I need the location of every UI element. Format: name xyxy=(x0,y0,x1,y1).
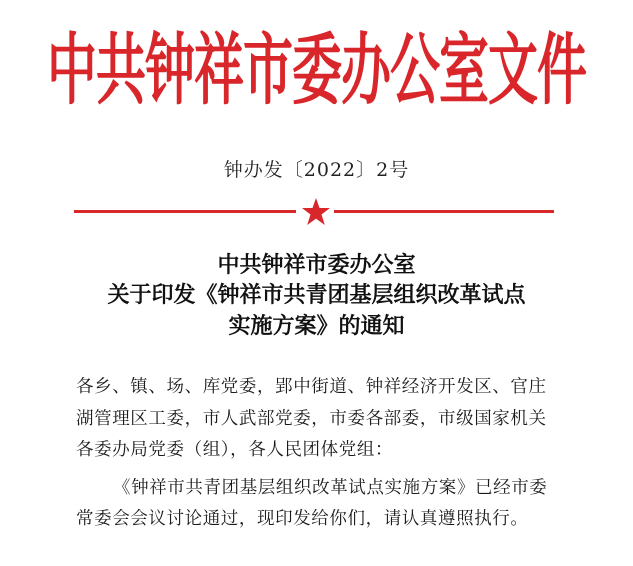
notice-title-line-1: 中共钟祥市委办公室 xyxy=(217,253,416,278)
red-star-icon xyxy=(301,197,331,227)
body-text-line: 各乡、镇、场、库党委，郢中街道、钟祥经济开发区、官庄 xyxy=(76,377,547,397)
document-number: 钟办发〔2022〕2号 xyxy=(223,159,410,181)
notice-title-line-2: 关于印发《钟祥市共青团基层组织改革试点 xyxy=(107,283,526,308)
body-text-line: 常委会会议讨论通过，现印发给你们，请认真遵照执行。 xyxy=(76,509,529,529)
body-text-line: 湖管理区工委，市人武部党委，市委各部委，市级国家机关 xyxy=(76,409,547,429)
red-divider-right xyxy=(334,210,554,213)
red-divider-left xyxy=(74,210,296,213)
body-text-line: 《钟祥市共青团基层组织改革试点实施方案》已经市委 xyxy=(113,478,548,498)
body-text-line: 各委办局党委（组），各人民团体党组： xyxy=(76,440,394,460)
notice-title-line-3: 实施方案》的通知 xyxy=(228,314,405,339)
document-header-title: 中共钟祥市委办公室文件 xyxy=(47,25,586,116)
